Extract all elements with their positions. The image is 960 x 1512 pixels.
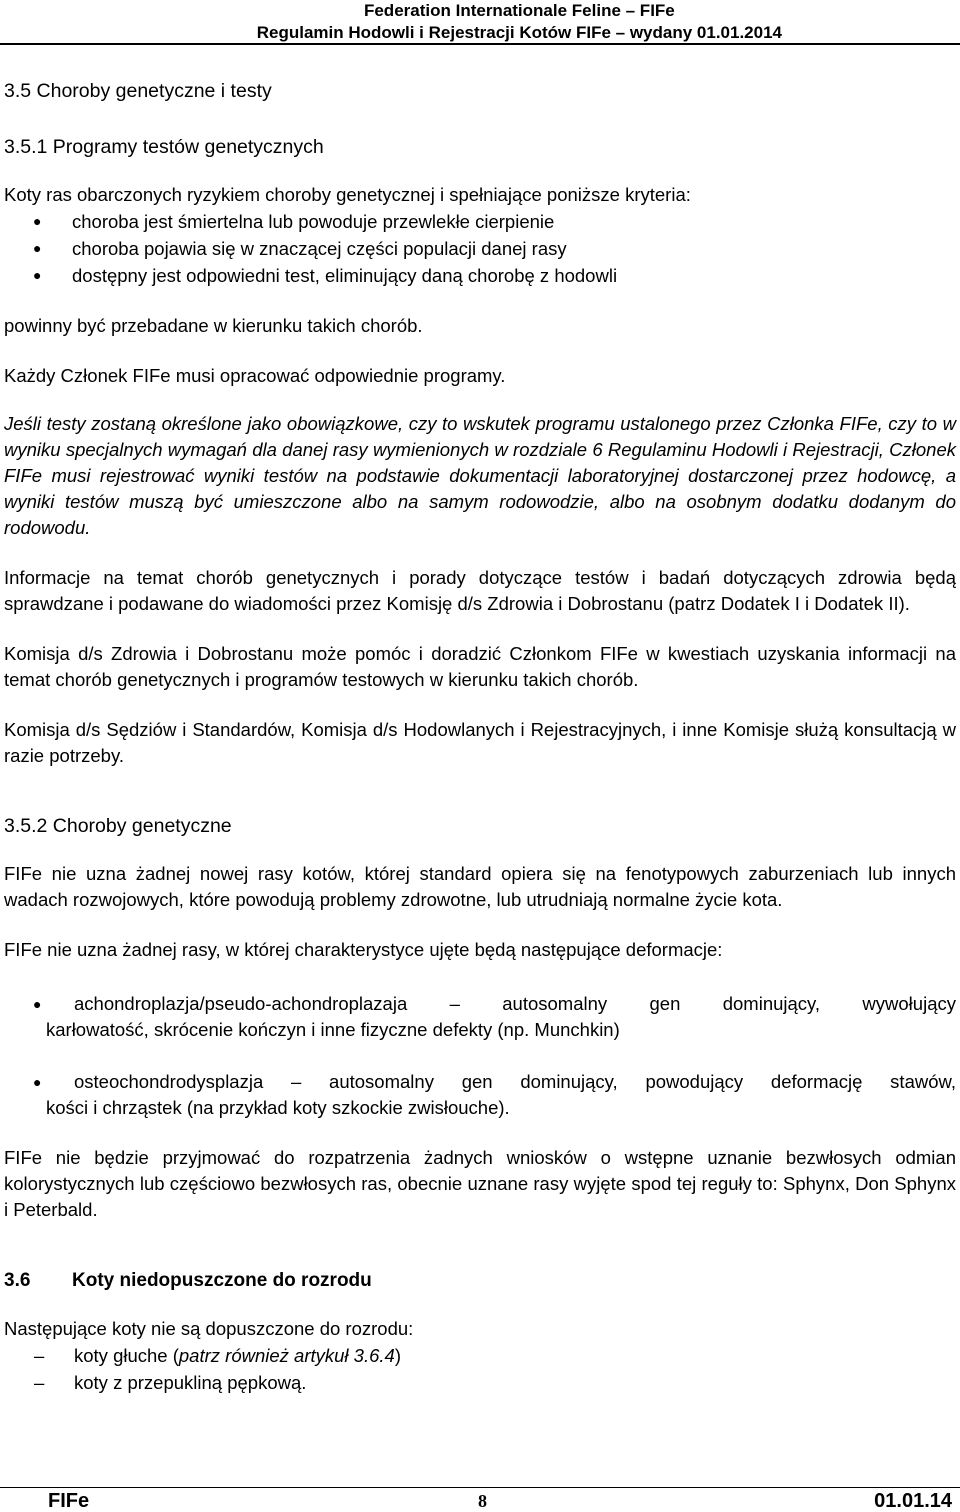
footer-org: FIFe xyxy=(48,1490,90,1512)
bullet-icon: ● xyxy=(33,213,42,229)
header-line-2: Regulamin Hodowli i Rejestracji Kotów FIFe – wydany 01.01.2014 xyxy=(256,23,782,42)
section-3-5-title: 3.5 Choroby genetyczne i testy xyxy=(4,80,272,102)
criteria-list xyxy=(4,208,956,289)
after-bullets-paragraph: powinny być przebadane w kierunku takich chorób. xyxy=(4,315,423,336)
new-breed-paragraph: FIFe nie uzna żadnej nowej rasy kotów, której standard opiera się na fenotypowych zaburzeniach lub innych wadach rozwojowych, które powodują problemy zdrowotne, lub utrudniają normalne życie kota. xyxy=(4,863,956,910)
deformation-item-2: ● osteochondrodysplazja – autosomalny gen dominujący, powodujący deformację stawów, kości i chrząstek (na przykład koty szkockie zwisłouche). xyxy=(33,1071,956,1118)
not-allowed-intro: Następujące koty nie są dopuszczone do rozrodu: xyxy=(4,1318,414,1339)
info-paragraph: Informacje na temat chorób genetycznych i porady dotyczące testów i badań dotyczących zdrowia będą sprawdzane i podawane do wiadomości przez Komisję d/s Zdrowia i Dobrostanu (patrz Dodatek I i Dodatek II). xyxy=(4,567,956,614)
bullet-icon: ● xyxy=(33,240,42,256)
mandatory-tests-paragraph: Jeśli testy zostaną określone jako obowiązkowe, czy to wskutek programu ustalonego przez Członka FIFe, czy to w wyniku specjalnych wymagań dla danej rasy wymienionych w rozdziale 6 Regulaminu Hodowli i Rejestracji, Członek FIFe musi rejestrować wyniki testów na podstawie dokumentacji laboratoryjnej dostarczonej przez hodowcę, a wyniki testów muszą być umieszczone albo na samym rodowodzie, albo na osobnym dodatku dodanym do rodowodu. xyxy=(4,413,956,538)
deformations-paragraph: FIFe nie uzna żadnej rasy, w której charakterystyce ujęte będą następujące deformacje: xyxy=(4,939,723,960)
section-3-5-1-title: 3.5.1 Programy testów genetycznych xyxy=(4,136,324,158)
page-number: 8 xyxy=(478,1491,487,1511)
dash-icon: – xyxy=(34,1372,45,1393)
hairless-paragraph: FIFe nie będzie przyjmować do rozpatrzenia żadnych wniosków o wstępne uznanie bezwłosych odmian kolorystycznych lub częściowo bezwłosych ras, obecnie uznane rasy wyjęte spod tej reguły to: Sphynx, Don Sphynx i Peterbald. xyxy=(4,1147,956,1220)
list-item: – koty z przepukliną pępkową. xyxy=(4,1369,956,1396)
section-3-6-title xyxy=(4,1267,956,1294)
komisja-paragraph: Komisja d/s Zdrowia i Dobrostanu może pomóc i doradzić Członkom FIFe w kwestiach uzyskania informacji na temat chorób genetycznych i programów testowych w kierunku takich chorób. xyxy=(4,643,956,690)
bullet-icon: ● xyxy=(33,1074,42,1090)
dash-icon: – xyxy=(34,1345,45,1366)
page-header xyxy=(257,0,782,44)
bullet-icon: ● xyxy=(33,996,42,1012)
list-item: ● choroba jest śmiertelna lub powoduje przewlekłe cierpienie xyxy=(4,208,956,235)
intro-paragraph: Koty ras obarczonych ryzykiem choroby genetycznej i spełniające poniższe kryteria: xyxy=(4,184,691,205)
bullet-icon: ● xyxy=(33,267,42,283)
section-3-6-heading: Koty niedopuszczone do rozrodu xyxy=(72,1270,372,1291)
list-item: ● dostępny jest odpowiedni test, eliminujący daną chorobę z hodowli xyxy=(4,262,956,289)
footer-date: 01.01.14 xyxy=(874,1490,952,1512)
footer-rule xyxy=(0,1487,960,1488)
sedziow-paragraph: Komisja d/s Sędziów i Standardów, Komisja d/s Hodowlanych i Rejestracyjnych, i inne Komisje służą konsultacją w razie potrzeby. xyxy=(4,719,956,766)
header-line-1: Federation Internationale Feline – FIFe xyxy=(363,1,675,20)
list-item: – koty głuche (patrz również artykuł 3.6.4) xyxy=(4,1342,956,1369)
not-allowed-list xyxy=(4,1342,956,1396)
page-body xyxy=(4,76,956,1396)
header-rule xyxy=(0,43,960,45)
member-paragraph: Każdy Członek FIFe musi opracować odpowiednie programy. xyxy=(4,365,506,386)
section-3-5-2-title: 3.5.2 Choroby genetyczne xyxy=(4,815,232,837)
section-3-6-number: 3.6 xyxy=(4,1270,31,1291)
deformation-item-1: ● achondroplazja/pseudo-achondroplazaja – autosomalny gen dominujący, wywołujący karłowatość, skrócenie kończyn i inne fizyczne defekty (np. Munchkin) xyxy=(33,993,956,1040)
list-item: ● choroba pojawia się w znaczącej części populacji danej rasy xyxy=(4,235,956,262)
